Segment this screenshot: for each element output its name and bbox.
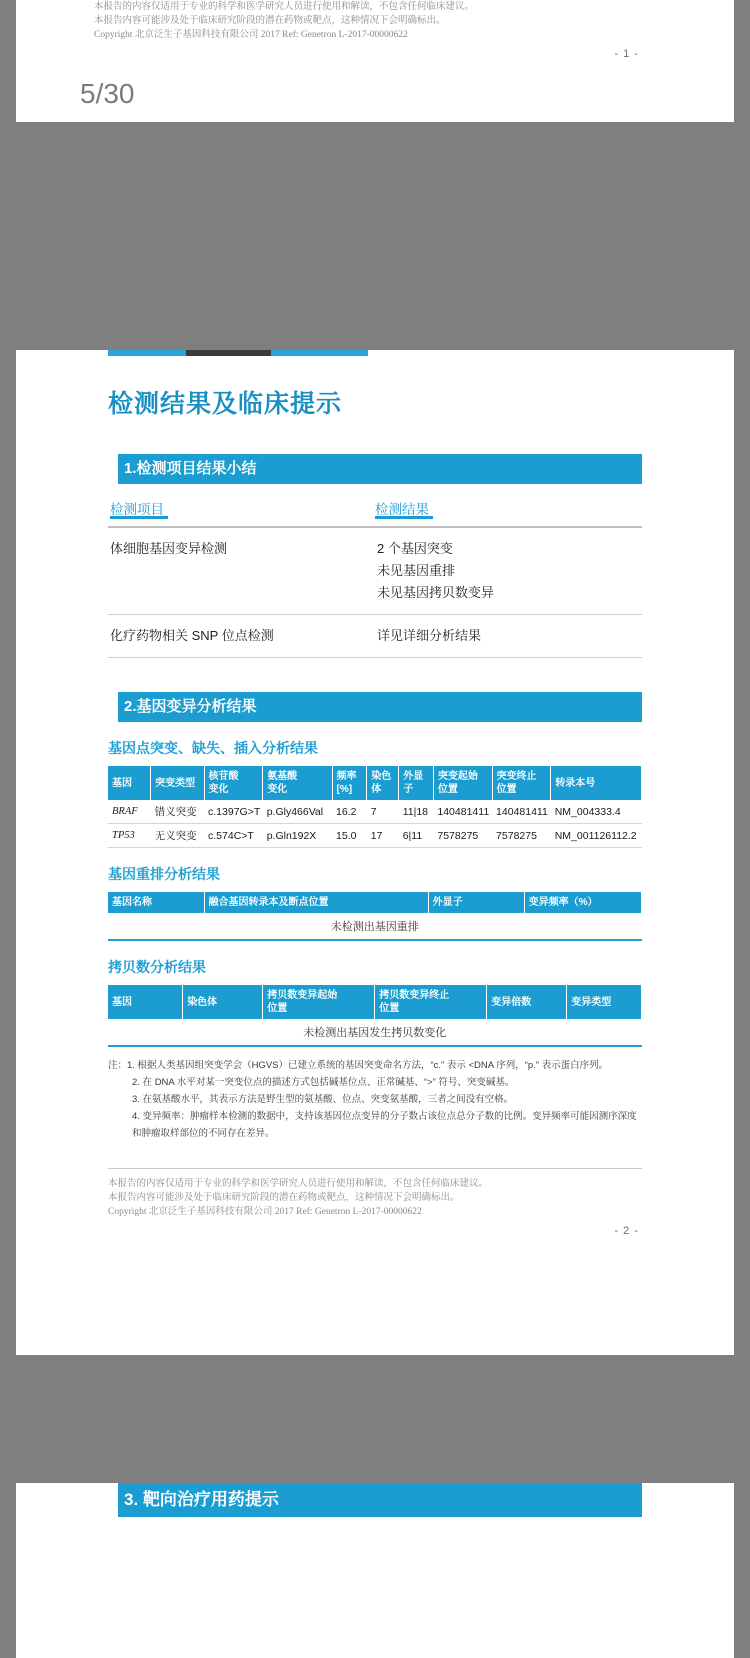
summary-result-line: 未见基因重排 xyxy=(377,563,456,578)
footer-block xyxy=(16,0,734,42)
cell-frequency: 16.2 xyxy=(332,800,367,824)
cell-nucleotide: c.574C>T xyxy=(204,824,263,848)
table-empty-row xyxy=(108,913,642,940)
col-nucleotide: 核苷酸 变化 xyxy=(204,766,263,800)
summary-result-1: 详见详细分析结果 xyxy=(375,615,642,658)
cell-aminoacid: p.Gly466Val xyxy=(263,800,332,824)
subsection-title-fusion: 基因重排分析结果 xyxy=(108,866,220,882)
page-title: 检测结果及临床提示 xyxy=(108,390,343,418)
cnv-table xyxy=(108,985,642,1047)
footer-disclaimer-2: 本报告内容可能涉及处于临床研究阶段的潜在药物或靶点，这种情况下会明确标出。 xyxy=(108,1192,460,1203)
table-header-row xyxy=(108,496,642,527)
col-transcript xyxy=(551,766,642,800)
cell-end: 7578275 xyxy=(492,824,551,848)
section-header-2 xyxy=(108,692,642,722)
footer-disclaimer-1: 本报告的内容仅适用于专业的科学和医学研究人员进行使用和解读，不包含任何临床建议。 xyxy=(94,1,475,12)
cell-chromosome: 17 xyxy=(367,824,399,848)
col-exon-label: 外显子 xyxy=(432,897,463,908)
summary-item-1: 化疗药物相关 SNP 位点检测 xyxy=(108,615,375,658)
cell-gene: BRAF xyxy=(108,800,151,824)
cell-end: 140481411 xyxy=(492,800,551,824)
table-empty-row xyxy=(108,1019,642,1046)
cell-start: 7578275 xyxy=(433,824,492,848)
note-2: 2. 在 DNA 水平对某一突变位点的描述方式包括碱基位点、正常碱基、“>” 符号、突变碱基。 xyxy=(132,1077,515,1088)
decorative-rule xyxy=(108,350,368,356)
col-aminoacid: 氨基酸 变化 xyxy=(263,766,332,800)
cell-chromosome: 7 xyxy=(367,800,399,824)
note-3: 3. 在氨基酸水平，其表示方法是野生型的氨基酸、位点、突变氨基酸，三者之间没有空格。 xyxy=(132,1094,514,1105)
col-gene-name-label: 基因名称 xyxy=(112,897,152,908)
col-exon: 外显 子 xyxy=(399,766,434,800)
section-header-3 xyxy=(108,1483,642,1517)
col-fold-label: 变异倍数 xyxy=(491,996,532,1008)
col-transcript-label: 转录本号 xyxy=(555,777,596,789)
cell-frequency: 15.0 xyxy=(332,824,367,848)
col-cnv-end: 拷贝数变异终止 位置 xyxy=(375,985,487,1019)
col-mutation-type-label: 突变类型 xyxy=(155,777,196,789)
table-row xyxy=(108,615,642,658)
col-chromosome: 染色 体 xyxy=(367,766,399,800)
col-mutation-type xyxy=(151,766,204,800)
col-gene-name xyxy=(108,892,204,913)
mutation-table xyxy=(108,766,642,848)
summary-col-result-label: 检测结果 xyxy=(375,502,429,517)
cell-aminoacid: p.Gln192X xyxy=(263,824,332,848)
col-variant-freq-label: 变异频率（%） xyxy=(528,897,598,908)
footer-disclaimer-2: 本报告内容可能涉及处于临床研究阶段的潜在药物或靶点，这种情况下会明确标出。 xyxy=(94,15,446,26)
cell-transcript: NM_004333.4 xyxy=(551,800,642,824)
section-header-1 xyxy=(108,454,642,484)
page-number-1: - 1 - xyxy=(614,48,639,60)
page-three xyxy=(16,1483,734,1658)
col-gene-label: 基因 xyxy=(112,996,132,1008)
page-two xyxy=(16,350,734,1355)
table-row xyxy=(108,824,642,848)
note-1: 注：1. 根据人类基因组突变学会（HGVS）已建立系统的基因突变命名方法，“c.” 表示 <DNA 序列，“p.” 表示蛋白序列。 xyxy=(108,1060,609,1071)
col-variant-freq xyxy=(524,892,641,913)
footer-copyright: Copyright 北京泛生子基因科技有限公司 2017 Ref: Genetron L-2017-00000622 xyxy=(94,30,408,40)
col-fusion-transcript xyxy=(204,892,428,913)
summary-item-0: 体细胞基因变异检测 xyxy=(108,527,375,615)
footer-block xyxy=(16,1177,734,1219)
section-header-3-label: 3. 靶向治疗用药提示 xyxy=(124,1490,279,1509)
col-cnv-start: 拷贝数变异起始 位置 xyxy=(263,985,375,1019)
cell-nucleotide: c.1397G>T xyxy=(204,800,263,824)
summary-col-item xyxy=(108,496,375,527)
summary-result-0 xyxy=(375,527,642,615)
table-row xyxy=(108,527,642,615)
notes-block xyxy=(108,1057,642,1142)
page-number-2: - 2 - xyxy=(614,1225,639,1237)
summary-table xyxy=(108,496,642,658)
fusion-table xyxy=(108,892,642,941)
col-fusion-transcript-label: 融合基因转录本及断点位置 xyxy=(208,897,329,908)
col-frequency: 频率 [%] xyxy=(332,766,367,800)
col-end: 突变终止 位置 xyxy=(492,766,551,800)
col-start: 突变起始 位置 xyxy=(433,766,492,800)
cnv-empty-message: 未检测出基因发生拷贝数变化 xyxy=(108,1019,642,1046)
fusion-empty-message: 未检测出基因重排 xyxy=(108,913,642,940)
cell-exon: 6|11 xyxy=(399,824,434,848)
cell-exon: 11|18 xyxy=(399,800,434,824)
table-row xyxy=(108,800,642,824)
footer-disclaimer-1: 本报告的内容仅适用于专业的科学和医学研究人员进行使用和解读，不包含任何临床建议。 xyxy=(108,1178,489,1189)
page-indicator: 5/30 xyxy=(80,78,135,109)
col-chromosome-label: 染色体 xyxy=(187,996,218,1008)
table-header-row xyxy=(108,892,642,913)
col-gene-label: 基因 xyxy=(112,777,132,789)
col-variant-type-label: 变异类型 xyxy=(571,996,612,1008)
summary-col-result xyxy=(375,496,642,527)
col-exon xyxy=(428,892,524,913)
section-header-2-label: 2.基因变异分析结果 xyxy=(124,698,257,715)
footer-divider xyxy=(108,1168,642,1169)
col-variant-type xyxy=(567,985,642,1019)
col-gene xyxy=(108,766,151,800)
summary-result-line: 2 个基因突变 xyxy=(377,541,453,556)
table-header-row xyxy=(108,766,642,800)
cell-mutation-type: 错义突变 xyxy=(151,800,204,824)
cell-transcript: NM_001126112.2 xyxy=(551,824,642,848)
summary-col-item-label: 检测项目 xyxy=(110,502,164,517)
subsection-title-mutation: 基因点突变、缺失、插入分析结果 xyxy=(108,740,318,756)
col-gene xyxy=(108,985,183,1019)
table-header-row xyxy=(108,985,642,1019)
col-fold xyxy=(487,985,567,1019)
section-header-1-label: 1.检测项目结果小结 xyxy=(124,460,257,477)
col-chromosome xyxy=(183,985,263,1019)
cell-start: 140481411 xyxy=(433,800,492,824)
footer-copyright: Copyright 北京泛生子基因科技有限公司 2017 Ref: Genetron L-2017-00000622 xyxy=(108,1207,422,1217)
subsection-title-cnv: 拷贝数分析结果 xyxy=(108,959,206,975)
page-one-footer xyxy=(16,0,734,122)
summary-result-line: 未见基因拷贝数变异 xyxy=(377,585,495,600)
cell-mutation-type: 无义突变 xyxy=(151,824,204,848)
note-4: 4. 变异频率：肿瘤样本检测的数据中，支持该基因位点变异的分子数占该位点总分子数的比例。变异频率可能因测序深度和肿瘤取样部位的不同存在差异。 xyxy=(132,1111,637,1139)
cell-gene: TP53 xyxy=(108,824,151,848)
